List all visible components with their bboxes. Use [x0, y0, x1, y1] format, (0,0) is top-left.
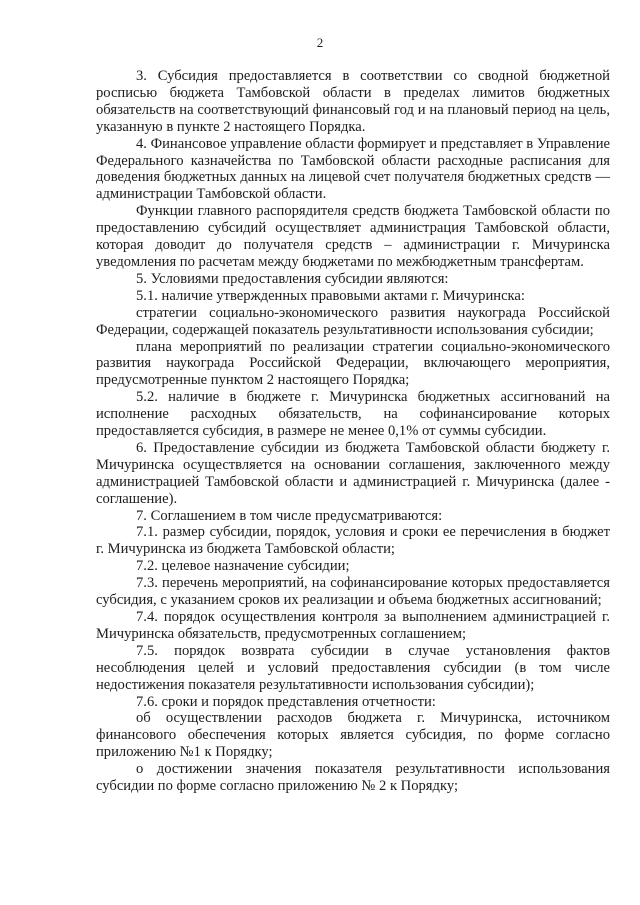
paragraph-7-4: 7.4. порядок осуществления контроля за выполнением администрацией г. Мичуринска обязательств, предусмотренных соглашением; [96, 609, 610, 642]
paragraph-functions: Функции главного распорядителя средств бюджета Тамбовской области по предоставлению субсидий осуществляет администрация Тамбовской области, которая доводит до получателя средств – администрации г. Мичуринска уведомления по расчетам между бюджетами по межбюджетным трансфертам. [96, 203, 610, 270]
paragraph-4: 4. Финансовое управление области формирует и представляет в Управление Федерального казначейства по Тамбовской области расходные расписания для доведения бюджетных данных на лицевой счет получателя бюджетных средств — администрации Тамбовской области. [96, 135, 611, 203]
paragraph-7-3: 7.3. перечень мероприятий, на софинансирование которых предоставляется субсидия, с указанием сроков их реализации и объема бюджетных ассигнований; [96, 575, 610, 609]
paragraph-7-5: 7.5. порядок возврата субсидии в случае установления фактов несоблюдения целей и условий предоставления субсидии (в том числе недостижения показателя результативности использования субсидии); [96, 642, 610, 693]
paragraph-3: 3. Субсидия предоставляется в соответствии со сводной бюджетной росписью бюджета Тамбовской области в пределах лимитов бюджетных обязательств на соответствующий финансовый год и на плановый период на цель, указанную в пункте 2 настоящего Порядка. [96, 68, 610, 135]
paragraph-5-2: 5.2. наличие в бюджете г. Мичуринска бюджетных ассигнований на исполнение расходных обязательств, на софинансирование которых предоставляется субсидия, в размере не менее 0,1% от суммы субсидии. [96, 389, 610, 440]
paragraph-plan: плана мероприятий по реализации стратегии социально-экономического развития наукограда Российской Федерации, включающего мероприятия, предусмотренные пунктом 2 настоящего Порядка; [96, 338, 610, 389]
paragraph-7: 7. Соглашением в том числе предусматриваются: [136, 507, 443, 524]
paragraph-7-6: 7.6. сроки и порядок представления отчетности: [136, 693, 436, 710]
paragraph-report-expenses: об осуществлении расходов бюджета г. Мичуринска, источником финансового обеспечения которых является субсидия, по форме согласно приложению №1 к Порядку; [96, 710, 610, 761]
paragraph-7-1: 7.1. размер субсидии, порядок, условия и сроки ее перечисления в бюджет г. Мичуринска из бюджета Тамбовской области; [96, 524, 610, 558]
document-body [96, 68, 610, 795]
paragraph-report-indicator: о достижении значения показателя результативности использования субсидии по форме согласно приложению № 2 к Порядку; [96, 761, 610, 795]
paragraph-5-1: 5.1. наличие утвержденных правовыми актами г. Мичуринска: [136, 287, 525, 304]
paragraph-strategy: стратегии социально-экономического развития наукограда Российской Федерации, содержащей показатель результативности использования субсидии; [96, 304, 610, 338]
page-number: 2 [316, 35, 324, 50]
paragraph-6: 6. Предоставление субсидии из бюджета Тамбовской области бюджету г. Мичуринска осуществляется на основании соглашения, заключенного между администрацией Тамбовской области и администрацией г. Мичуринска (далее - соглашение). [96, 439, 610, 507]
paragraph-7-2: 7.2. целевое назначение субсидии; [136, 558, 350, 575]
paragraph-5: 5. Условиями предоставления субсидии являются: [136, 270, 449, 287]
